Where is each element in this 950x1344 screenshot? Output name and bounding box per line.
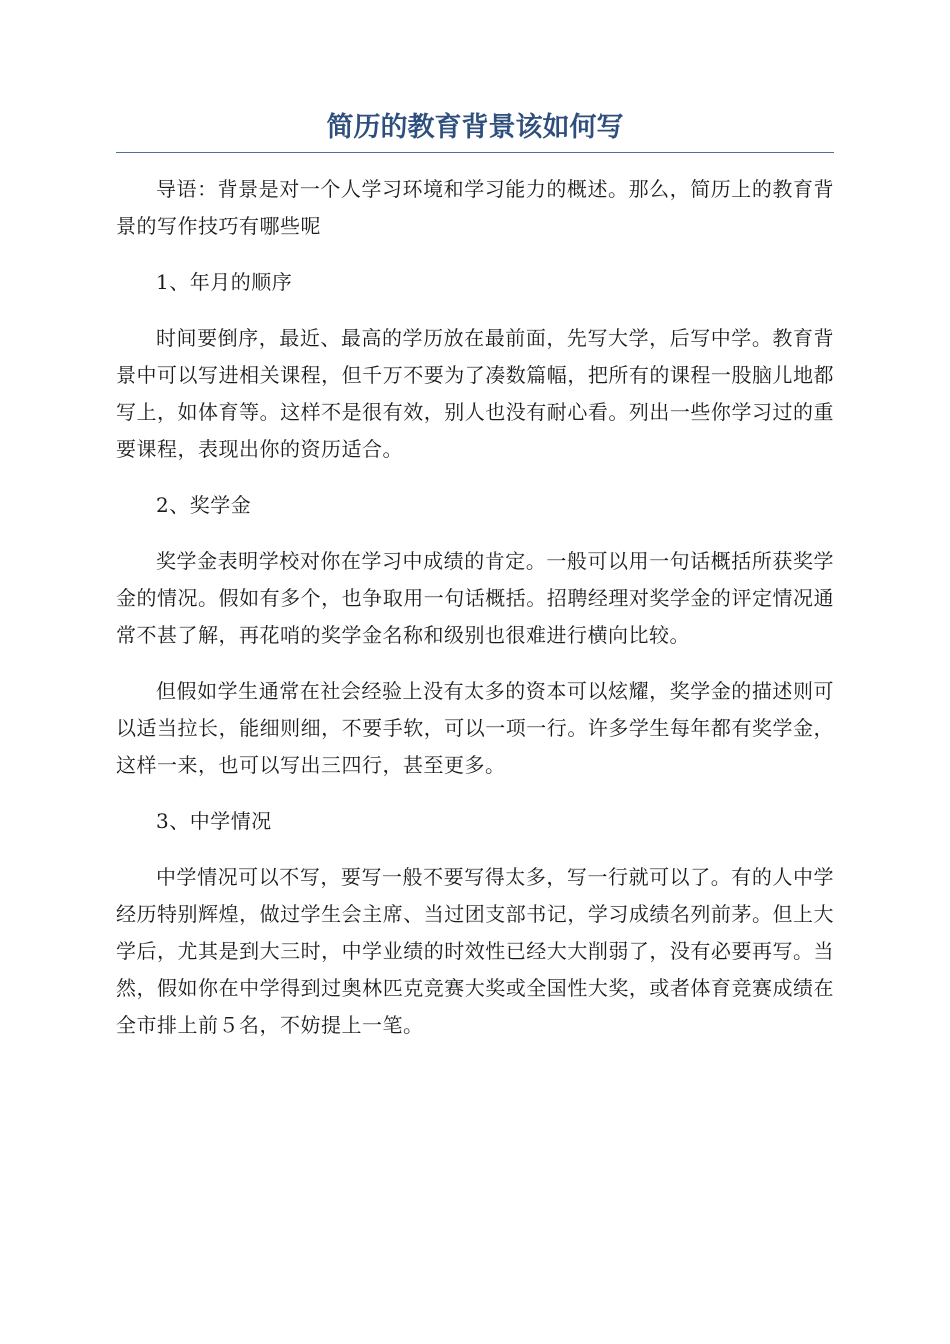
section-heading-1: 1、年月的顺序 — [156, 270, 293, 294]
section-3-paragraph-1: 中学情况可以不写，要写一般不要写得太多，写一行就可以了。有的人中学经历特别辉煌，做过学生会主席、当过团支部书记，学习成绩名列前茅。但上大学后，尤其是到大三时，中学业绩的时效性已经大大削弱了，没有必要再写。当然，假如你在中学得到过奥林匹克竞赛大奖或全国性大奖，或者体育竞赛成绩在全市排上前５名，不妨提上一笔。 — [116, 865, 834, 1037]
document-page — [116, 108, 834, 1063]
section-2-paragraph-2: 但假如学生通常在社会经验上没有太多的资本可以炫耀，奖学金的描述则可以适当拉长，能细则细，不要手软，可以一项一行。许多学生每年都有奖学金，这样一来，也可以写出三四行，甚至更多。 — [116, 679, 834, 777]
section-1-paragraph-1: 时间要倒序，最近、最高的学历放在最前面，先写大学，后写中学。教育背景中可以写进相关课程，但千万不要为了凑数篇幅，把所有的课程一股脑儿地都写上，如体育等。这样不是很有效，别人也没有耐心看。列出一些你学习过的重要课程，表现出你的资历适合。 — [116, 326, 834, 461]
section-heading-3: 3、中学情况 — [156, 809, 272, 833]
intro-paragraph: 导语：背景是对一个人学习环境和学习能力的概述。那么，简历上的教育背景的写作技巧有哪些呢 — [116, 177, 834, 238]
section-heading-2: 2、奖学金 — [156, 493, 252, 517]
document-title: 简历的教育背景该如何写 — [326, 112, 624, 143]
section-2-paragraph-1: 奖学金表明学校对你在学习中成绩的肯定。一般可以用一句话概括所获奖学金的情况。假如有多个，也争取用一句话概括。招聘经理对奖学金的评定情况通常不甚了解，再花哨的奖学金名称和级别也很难进行横向比较。 — [116, 549, 834, 647]
title-underline — [116, 152, 834, 153]
